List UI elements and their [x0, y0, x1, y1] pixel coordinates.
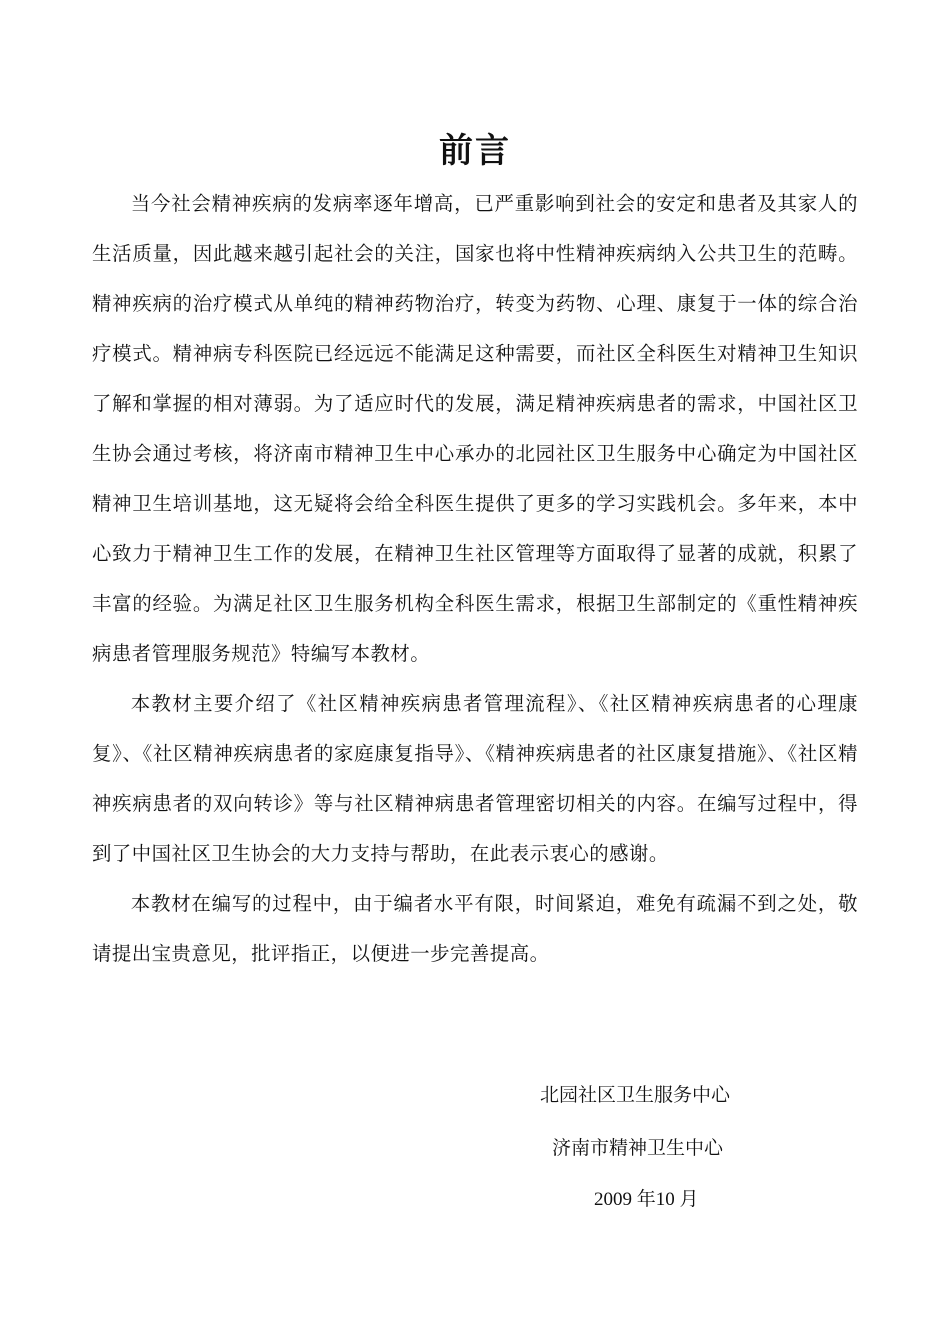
paragraph-3: 本教材在编写的过程中，由于编者水平有限，时间紧迫，难免有疏漏不到之处，敬请提出宝贵意见，批评指正，以便进一步完善提高。: [92, 892, 858, 965]
signature-org-2: 济南市精神卫生中心: [552, 1137, 724, 1159]
signature-date: 2009 年10 月: [594, 1189, 699, 1210]
document-body: [92, 125, 858, 979]
paragraph-2: 本教材主要介绍了《社区精神疾病患者管理流程》、《社区精神疾病患者的心理康复》、《社区精神疾病患者的家庭康复指导》、《精神疾病患者的社区康复措施》、《社区精神疾病患者的双向转诊》等与社区精神病患者管理密切相关的内容。在编写过程中，得到了中国社区卫生协会的大力支持与帮助，在此表示衷心的感谢。: [92, 692, 858, 865]
signature-org-1: 北园社区卫生服务中心: [540, 1084, 731, 1106]
page-title: 前言: [439, 131, 511, 171]
paragraph-1: 当今社会精神疾病的发病率逐年增高，已严重影响到社会的安定和患者及其家人的生活质量，因此越来越引起社会的关注，国家也将中性精神疾病纳入公共卫生的范畴。精神疾病的治疗模式从单纯的精神药物治疗，转变为药物、心理、康复于一体的综合治疗模式。精神病专科医院已经远远不能满足这种需要，而社区全科医生对精神卫生知识了解和掌握的相对薄弱。为了适应时代的发展，满足精神疾病患者的需求，中国社区卫生协会通过考核，将济南市精神卫生中心承办的北园社区卫生服务中心确定为中国社区精神卫生培训基地，这无疑将会给全科医生提供了更多的学习实践机会。多年来，本中心致力于精神卫生工作的发展，在精神卫生社区管理等方面取得了显著的成就，积累了丰富的经验。为满足社区卫生服务机构全科医生需求，根据卫生部制定的《重性精神疾病患者管理服务规范》特编写本教材。: [92, 192, 858, 665]
